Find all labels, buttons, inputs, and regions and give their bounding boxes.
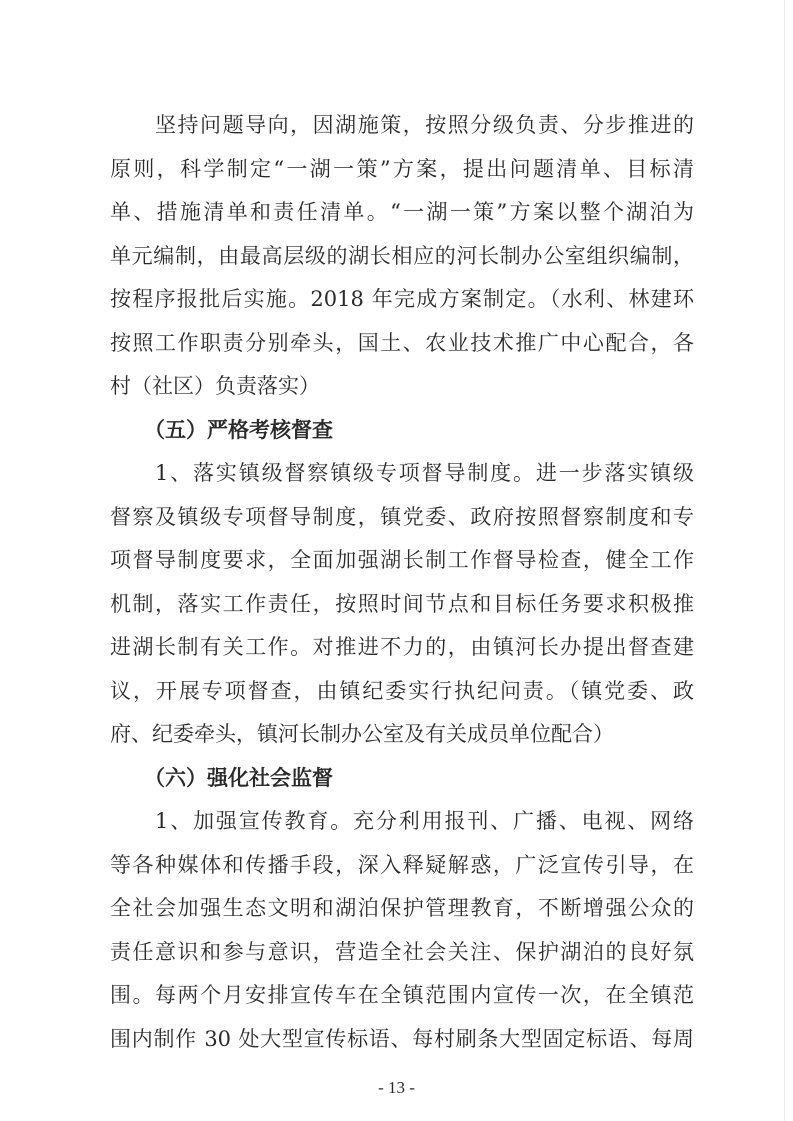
paragraph-line: 围。每两个月安排宣传车在全镇范围内宣传一次，在全镇范: [110, 983, 694, 1007]
paragraph-line: 议，开展专项督查，由镇纪委实行执纪问责。（镇党委、政: [110, 678, 694, 703]
paragraph-line: 单元编制，由最高层级的湖长相应的河长制办公室组织编制，: [110, 243, 694, 268]
paragraph-line: 责任意识和参与意识，营造全社会关注、保护湖泊的良好氛: [110, 939, 694, 964]
paragraph-line: 项督导制度要求，全面加强湖长制工作督导检查，健全工作: [110, 548, 694, 572]
paragraph-line: 单、措施清单和责任清单。“一湖一策”方案以整个湖泊为: [110, 200, 694, 224]
paragraph-line: 按照工作职责分别牵头，国土、农业技术推广中心配合，各: [110, 330, 694, 355]
paragraph-line: 机制，落实工作责任，按照时间节点和目标任务要求积极推: [110, 591, 694, 616]
paragraph-line: 督察及镇级专项督导制度，镇党委、政府按照督察制度和专: [110, 504, 694, 529]
document-body: [110, 108, 694, 1065]
paragraph-line: 府、纪委牵头，镇河长制办公室及有关成员单位配合）: [110, 722, 614, 746]
paragraph-line: 原则，科学制定“一湖一策”方案，提出问题清单、目标清: [110, 156, 694, 181]
paragraph-line: 1、加强宣传教育。充分利用报刊、广播、电视、网络: [155, 809, 694, 833]
paragraph-line: 按程序报批后实施。2018 年完成方案制定。（水利、林建环: [110, 287, 694, 311]
page-number: - 13 -: [378, 1078, 415, 1097]
section-heading: （六）强化社会监督: [144, 764, 333, 790]
paragraph-line: 等各种媒体和传播手段，深入释疑解惑，广泛宣传引导，在: [110, 852, 694, 877]
paragraph-line: 围内制作 30 处大型宣传标语、每村刷条大型固定标语、每周: [110, 1026, 694, 1051]
paragraph-line: 村（社区）负责落实）: [110, 374, 320, 398]
paragraph-line: 全社会加强生态文明和湖泊保护管理教育，不断增强公众的: [110, 896, 694, 920]
paragraph-line: 坚持问题导向，因湖施策，按照分级负责、分步推进的: [155, 113, 694, 137]
paragraph-line: 进湖长制有关工作。对推进不力的，由镇河长办提出督查建: [110, 635, 694, 659]
section-heading: （五）严格考核督查: [144, 416, 333, 442]
paragraph-line: 1、落实镇级督察镇级专项督导制度。进一步落实镇级: [155, 461, 694, 485]
scan-edge: [784, 0, 785, 1121]
